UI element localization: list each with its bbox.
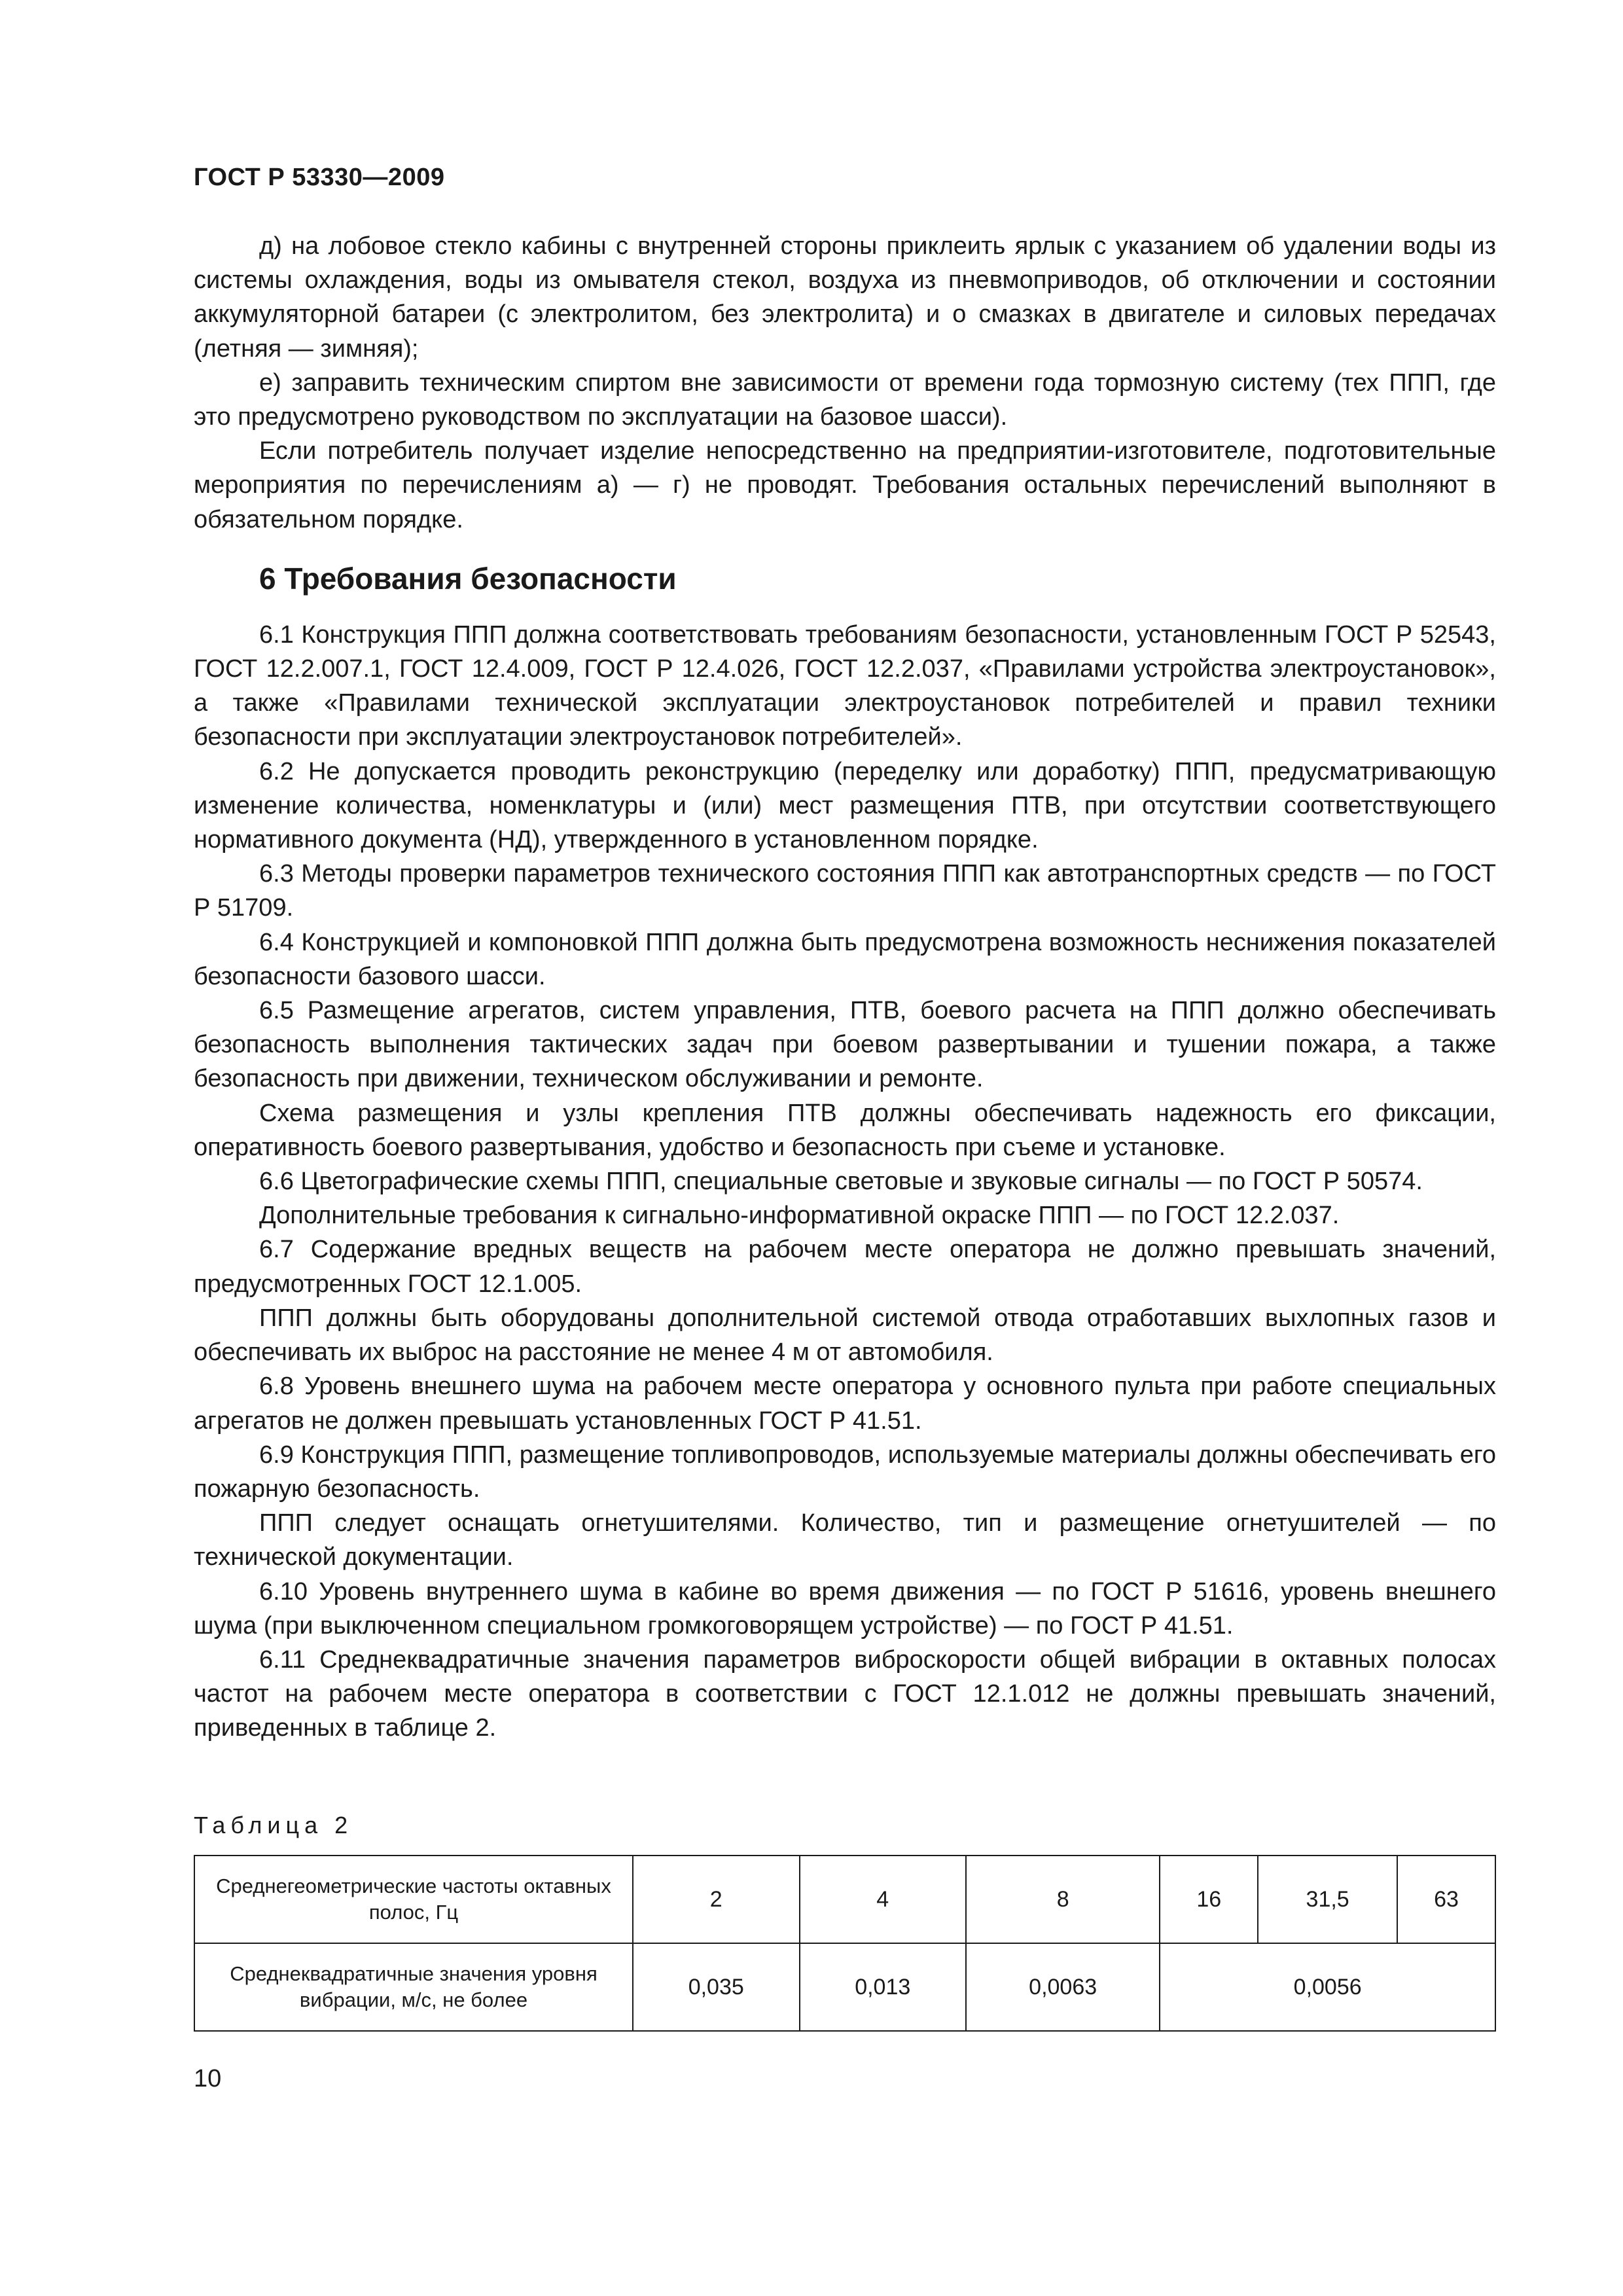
table-cell: 31,5	[1258, 1856, 1397, 1943]
table-cell: 0,0063	[966, 1943, 1160, 2031]
table-row	[194, 1856, 1495, 1943]
paragraph-item-d: д) на лобовое стекло кабины с внутренней стороны приклеить ярлык с указанием об удалении воды из системы охлаждения, воды из омывателя стекол, воздуха из пневмоприводов, об отключении и состоянии аккумуляторной батареи (с электролитом, без электролита) и о смазках в двигателе и силовых передачах (летняя — зимняя);	[194, 232, 1496, 363]
paragraph-6-9-extinguishers: ППП следует оснащать огнетушителями. Количество, тип и размещение огнетушителей — по технической документации.	[194, 1509, 1496, 1571]
paragraph-6-10: 6.10 Уровень внутреннего шума в кабине во время движения — по ГОСТ Р 51616, уровень внешнего шума (при выключенном специальном громкоговорящем устройстве) — по ГОСТ Р 41.51.	[194, 1577, 1496, 1640]
paragraph-6-7: 6.7 Содержание вредных веществ на рабочем месте оператора не должно превышать значений, предусмотренных ГОСТ 12.1.005.	[194, 1236, 1496, 1298]
paragraph-6-8: 6.8 Уровень внешнего шума на рабочем месте оператора у основного пульта при работе специальных агрегатов не должен превышать установленных ГОСТ Р 41.51.	[194, 1372, 1496, 1435]
body-text	[194, 229, 1496, 1746]
paragraph-6-11: 6.11 Среднеквадратичные значения параметров виброскорости общей вибрации в октавных полосах частот на рабочем месте оператора в соответствии с ГОСТ 12.1.012 не должны превышать значений, приведенных в таблице 2.	[194, 1645, 1496, 1742]
table-caption: Таблица 2	[194, 1812, 353, 1839]
table-row-header: Среднегеометрические частоты октавных полос, Гц	[194, 1856, 633, 1943]
paragraph-6-9: 6.9 Конструкция ППП, размещение топливопроводов, используемые материалы должны обеспечивать его пожарную безопасность.	[194, 1441, 1496, 1503]
paragraph-6-1: 6.1 Конструкция ППП должна соответствовать требованиям безопасности, установленным ГОСТ Р 52543, ГОСТ 12.2.007.1, ГОСТ 12.4.009, ГОСТ Р 12.4.026, ГОСТ 12.2.037, «Правилами устройства электроустановок», а также «Правилами технической эксплуатации электроустановок потребителей и правил техники безопасности при эксплуатации электроустановок потребителей».	[194, 620, 1496, 751]
section-heading: 6 Требования безопасности	[259, 561, 677, 596]
paragraph-6-6: 6.6 Цветографические схемы ППП, специальные световые и звуковые сигналы — по ГОСТ Р 50574.	[259, 1168, 1423, 1196]
table-cell: 8	[966, 1856, 1160, 1943]
table-cell-merged: 0,0056	[1160, 1943, 1495, 2031]
table-cell: 63	[1397, 1856, 1495, 1943]
paragraph-6-5-scheme: Схема размещения и узлы крепления ПТВ должны обеспечивать надежность его фиксации, оперативность боевого развертывания, удобство и безопасность при съеме и установке.	[194, 1099, 1496, 1161]
paragraph-6-6-extra: Дополнительные требования к сигнально-информативной окраске ППП — по ГОСТ 12.2.037.	[259, 1202, 1340, 1230]
table-row	[194, 1943, 1495, 2031]
paragraph-6-2: 6.2 Не допускается проводить реконструкцию (переделку или доработку) ППП, предусматривающую изменение количества, номенклатуры и (или) мест размещения ПТВ, при отсутствии соответствующего нормативного документа (НД), утвержденного в установленном порядке.	[194, 757, 1496, 854]
paragraph-6-7-exhaust: ППП должны быть оборудованы дополнительной системой отвода отработавших выхлопных газов и обеспечивать их выброс на расстояние не менее 4 м от автомобиля.	[194, 1304, 1496, 1367]
table-cell: 4	[800, 1856, 967, 1943]
paragraph-6-3: 6.3 Методы проверки параметров технического состояния ППП как автотранспортных средств — по ГОСТ Р 51709.	[194, 860, 1496, 922]
table-cell: 16	[1160, 1856, 1258, 1943]
standard-designation: ГОСТ Р 53330—2009	[194, 164, 445, 191]
paragraph-item-e: е) заправить техническим спиртом вне зависимости от времени года тормозную систему (тех ППП, где это предусмотрено руководством по эксплуатации на базовое шасси).	[194, 368, 1496, 431]
paragraph-6-5: 6.5 Размещение агрегатов, систем управления, ПТВ, боевого расчета на ППП должно обеспечивать безопасность выполнения тактических задач при боевом развертывании и тушении пожара, а также безопасность при движении, техническом обслуживании и ремонте.	[194, 997, 1496, 1093]
table-cell: 2	[633, 1856, 800, 1943]
table-cell: 0,013	[800, 1943, 967, 2031]
paragraph-6-4: 6.4 Конструкцией и компоновкой ППП должна быть предусмотрена возможность неснижения показателей безопасности базового шасси.	[194, 928, 1496, 990]
table-cell: 0,035	[633, 1943, 800, 2031]
table-row-header: Среднеквадратичные значения уровня вибрации, м/с, не более	[194, 1943, 633, 2031]
page-number: 10	[194, 2065, 222, 2092]
vibration-table	[194, 1855, 1496, 2032]
paragraph-consumer-note: Если потребитель получает изделие непосредственно на предприятии-изготовителе, подготовительные мероприятия по перечислениям а) — г) не проводят. Требования остальных перечислений выполняют в обязательном порядке.	[194, 437, 1496, 533]
